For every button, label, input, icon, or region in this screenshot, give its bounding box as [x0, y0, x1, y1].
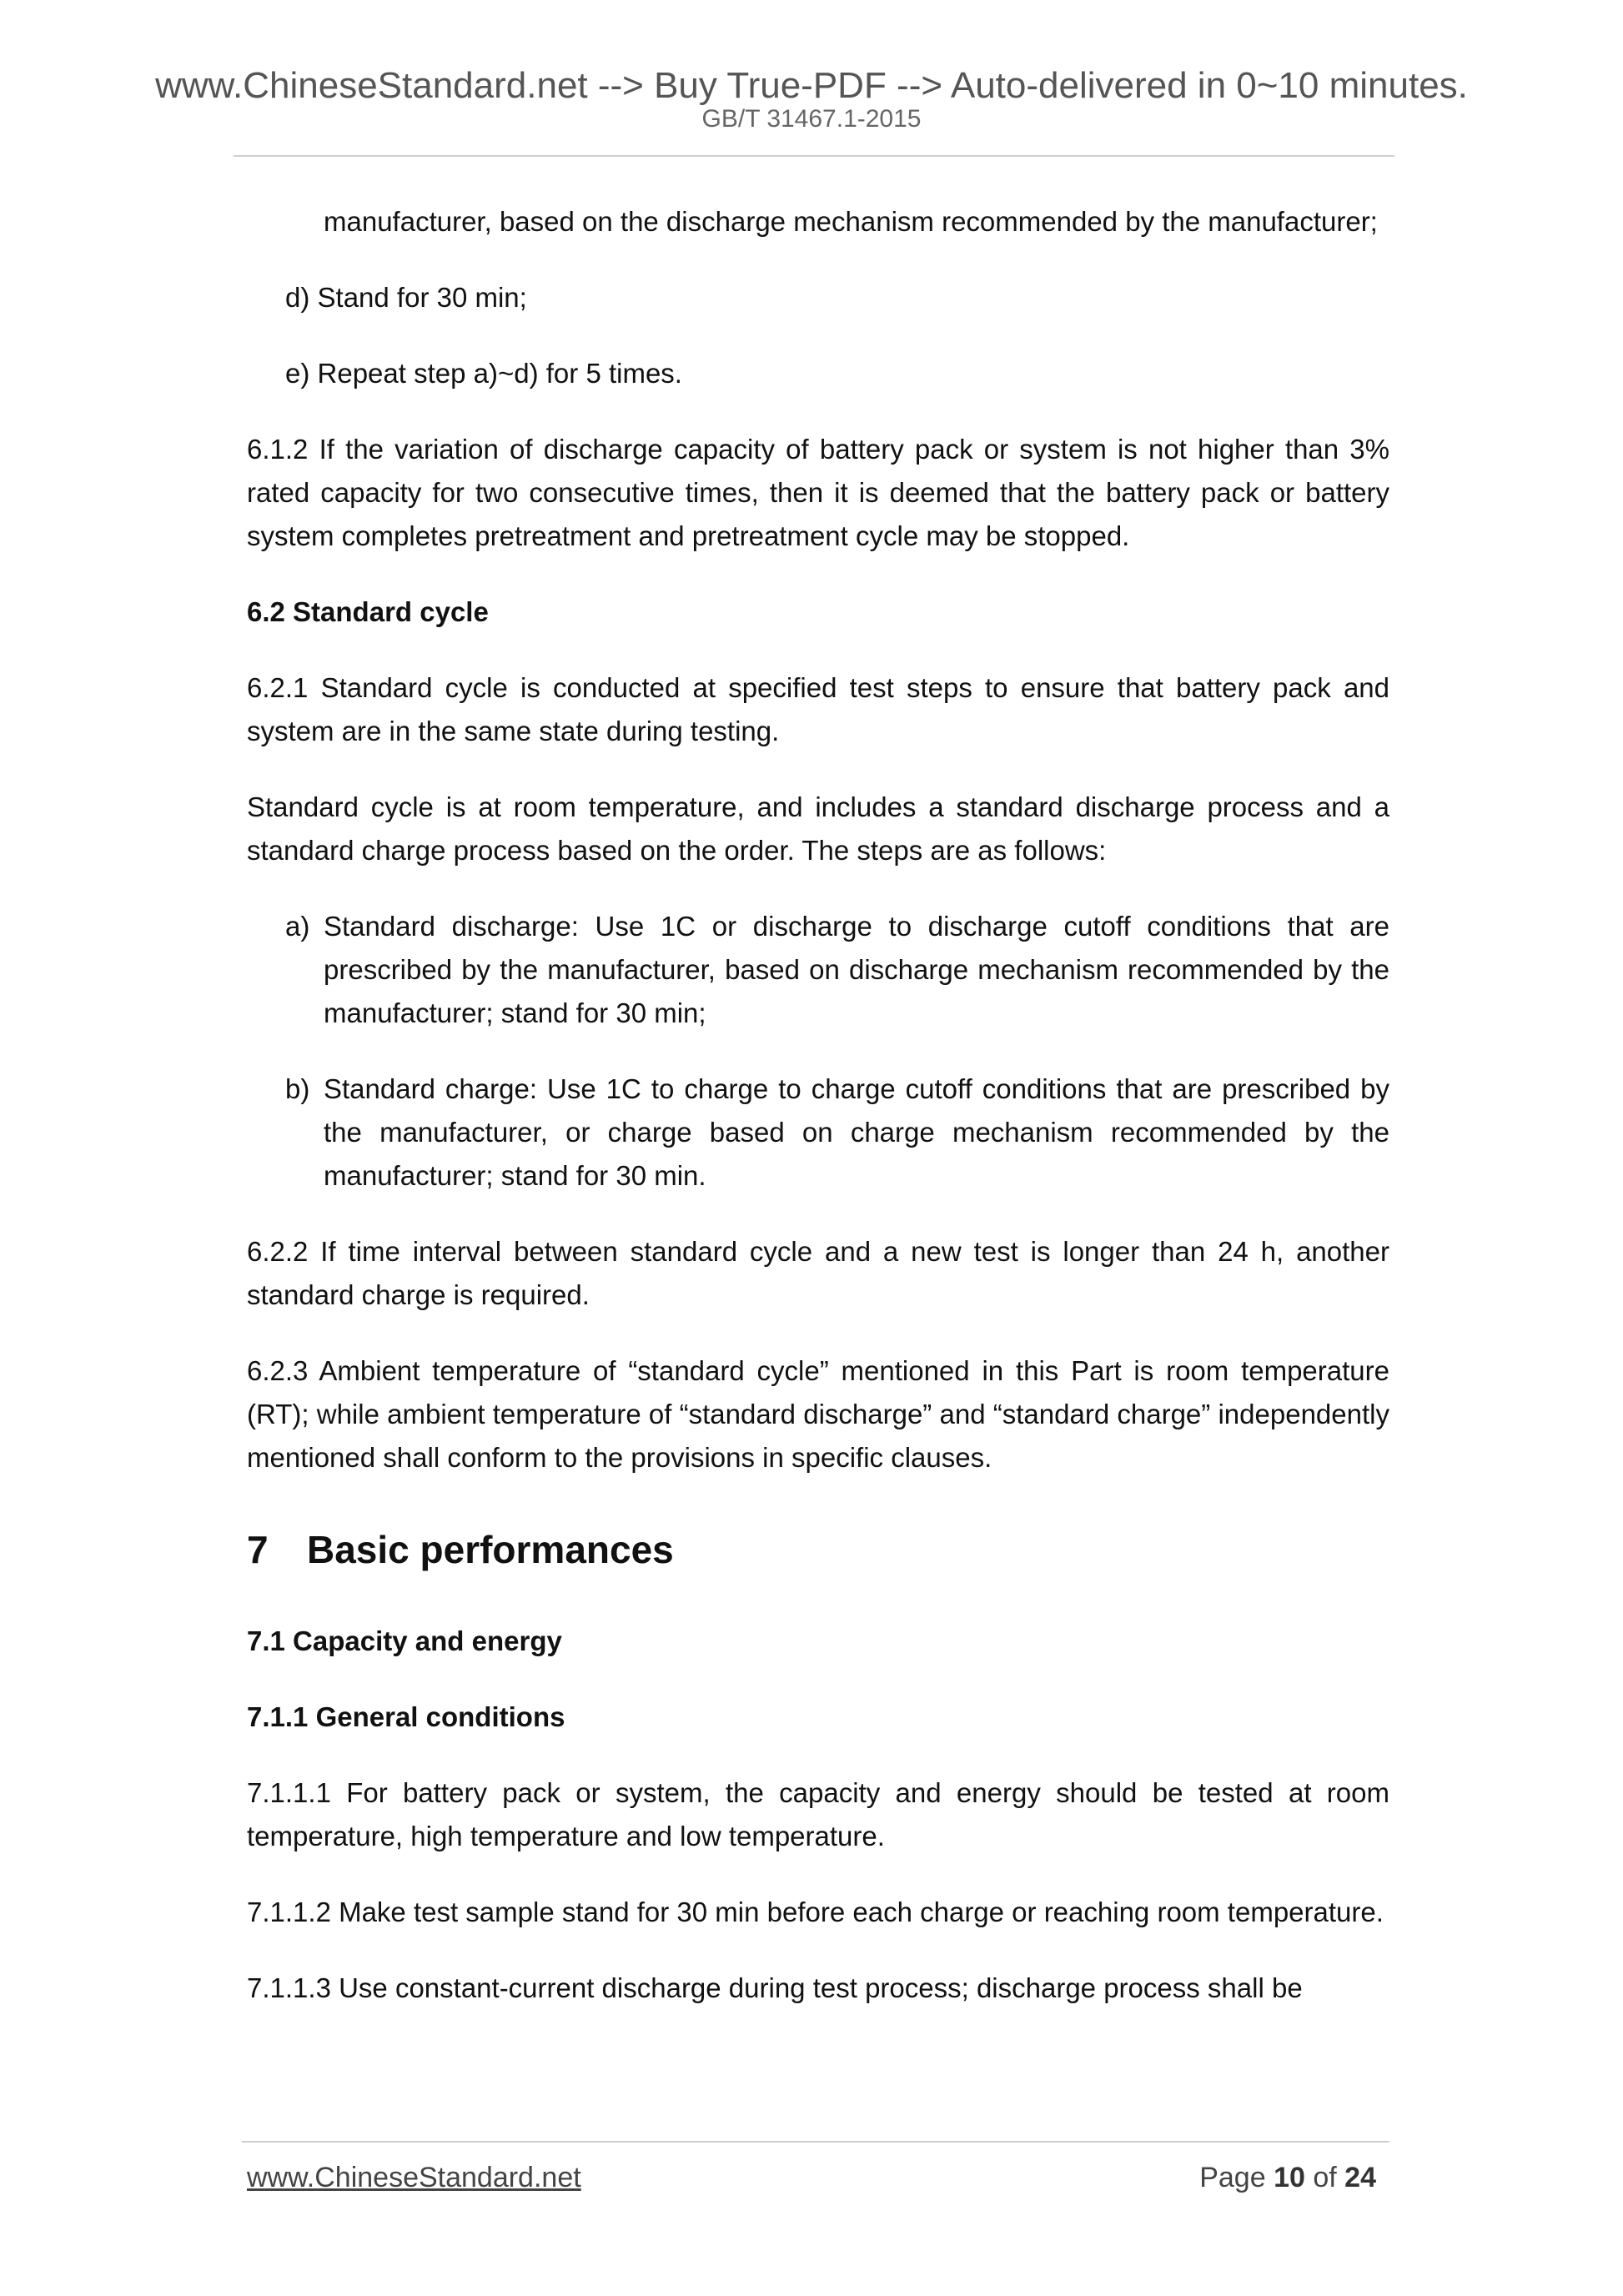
list-text-a: Standard discharge: Use 1C or discharge to discharge cutoff conditions that are prescribed by the manufacturer, based on discharge mechanism recommended by the manufacturer; stand for 30 min; — [324, 911, 1389, 1028]
site-banner: www.ChineseStandard.net --> Buy True-PDF --> Auto-delivered in 0~10 minutes. — [155, 65, 1468, 106]
clause-6-2-1-paragraph: Standard cycle is at room temperature, and includes a standard discharge process and a standard charge process based on the order. The steps are as follows: — [247, 791, 1389, 866]
clause-6-2-2: 6.2.2 If time interval between standard cycle and a new test is longer than 24 h, another standard charge is required. — [247, 1236, 1389, 1310]
list-item-b — [247, 1068, 1389, 1198]
footer-site-link[interactable]: www.ChineseStandard.net — [247, 2162, 581, 2193]
clause-6-1-2: 6.1.2 If the variation of discharge capacity of battery pack or system is not higher than 3% rated capacity for two consecutive times, then it is deemed that the battery pack or battery system completes pretreatment and pretreatment cycle may be stopped. — [247, 434, 1389, 551]
list-label-b: b) — [285, 1073, 310, 1104]
header-divider — [234, 155, 1394, 157]
footer-divider — [242, 2141, 1389, 2143]
list-item-d: d) Stand for 30 min; — [285, 282, 527, 313]
page-indicator — [1199, 2162, 1376, 2194]
document-id: GB/T 31467.1-2015 — [701, 105, 922, 133]
clause-7-1-1-2: 7.1.1.2 Make test sample stand for 30 min before each charge or reaching room temperature. — [247, 1897, 1384, 1927]
list-item-a — [247, 905, 1389, 1035]
heading-6-2: 6.2 Standard cycle — [247, 596, 489, 627]
list-item-e: e) Repeat step a)~d) for 5 times. — [285, 358, 682, 389]
heading-7-1: 7.1 Capacity and energy — [247, 1625, 562, 1656]
page-number: 10 — [1274, 2162, 1305, 2193]
page-of: of — [1313, 2162, 1337, 2193]
list-label-a: a) — [285, 911, 310, 942]
heading-7-number: 7 — [247, 1528, 269, 1571]
heading-7-title: Basic performances — [307, 1528, 674, 1571]
clause-6-2-1: 6.2.1 Standard cycle is conducted at specified test steps to ensure that battery pack and system are in the same state during testing. — [247, 672, 1389, 746]
clause-7-1-1-3: 7.1.1.3 Use constant-current discharge during test process; discharge process shall be — [247, 1972, 1303, 2003]
list-text-b: Standard charge: Use 1C to charge to charge cutoff conditions that are prescribed by the manufacturer, or charge based on charge mechanism recommended by the manufacturer; stand for 30 min. — [324, 1073, 1389, 1191]
list-item-c-continuation: manufacturer, based on the discharge mechanism recommended by the manufacturer; — [324, 206, 1378, 237]
page-total: 24 — [1344, 2162, 1376, 2193]
heading-7-1-1: 7.1.1 General conditions — [247, 1701, 565, 1732]
clause-7-1-1-1: 7.1.1.1 For battery pack or system, the capacity and energy should be tested at room temperature, high temperature and low temperature. — [247, 1777, 1389, 1851]
heading-7 — [247, 1525, 1389, 1575]
page-prefix: Page — [1199, 2162, 1266, 2193]
page-content — [247, 200, 1389, 2042]
clause-6-2-3: 6.2.3 Ambient temperature of “standard cycle” mentioned in this Part is room temperature (RT); while ambient temperature of “standard discharge” and “standard charge” independently mentioned shall conform to the provisions in specific clauses. — [247, 1355, 1389, 1473]
